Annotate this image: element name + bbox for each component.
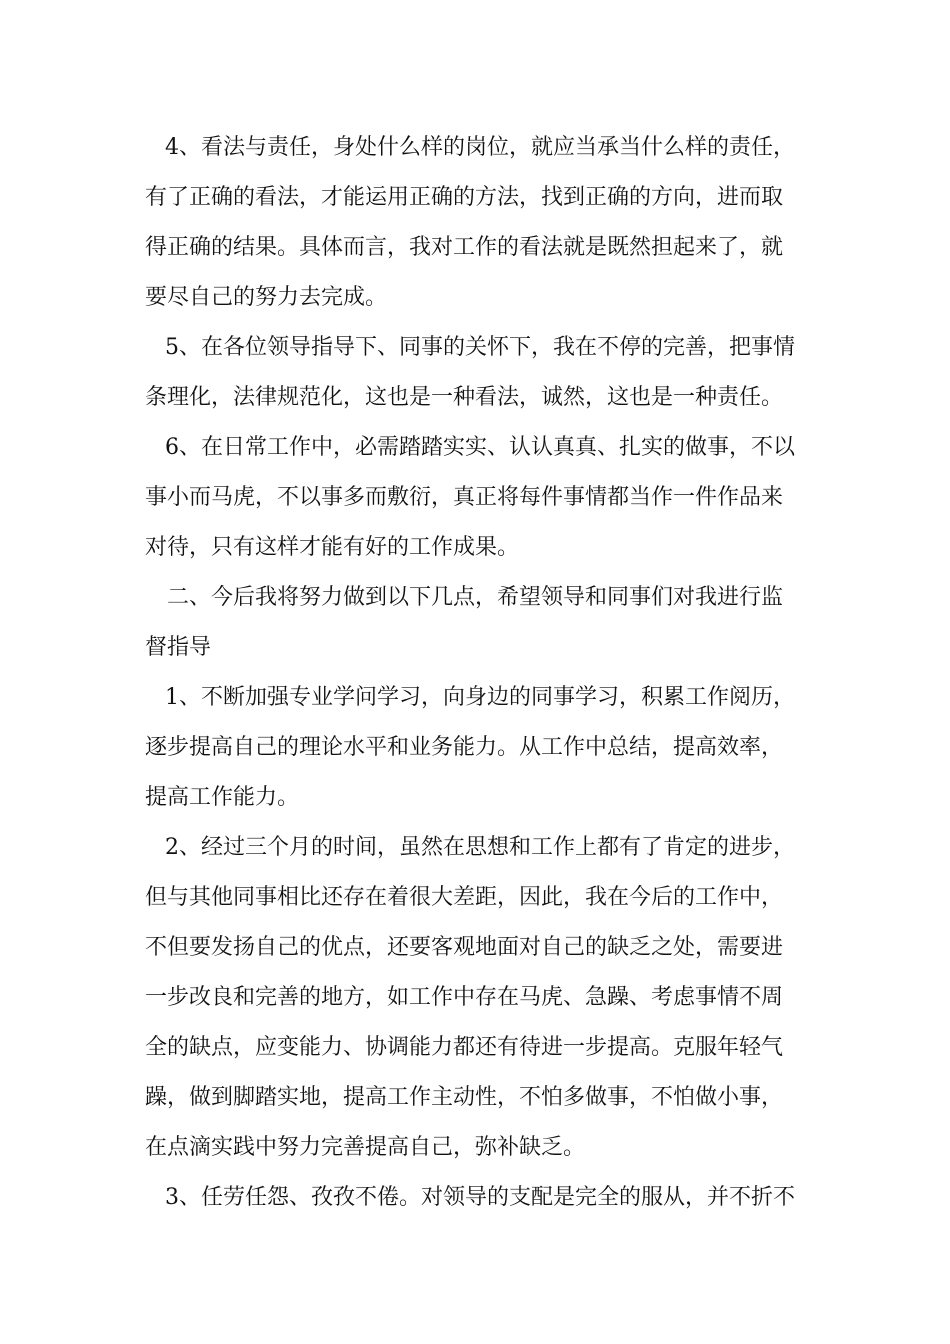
paragraph-6-line-2: 事小而马虎，不以事多而敷衍，真正将每件事情都当作一件作品来	[145, 485, 784, 510]
paragraph-4-line-2: 有了正确的看法，才能运用正确的方法，找到正确的方向，进而取	[145, 185, 784, 210]
item-1-line-3: 提高工作能力。	[145, 785, 300, 810]
item-3-line-1: 3、任劳任怨、孜孜不倦。对领导的支配是完全的服从，并不折不	[165, 1185, 795, 1210]
item-2-line-3: 不但要发扬自己的优点，还要客观地面对自己的缺乏之处，需要进	[145, 935, 784, 960]
item-1-line-1: 1、不断加强专业学问学习，向身边的同事学习，积累工作阅历，	[165, 685, 795, 710]
item-2-line-2: 但与其他同事相比还存在着很大差距，因此，我在今后的工作中，	[145, 885, 784, 910]
item-2-line-5: 全的缺点，应变能力、协调能力都还有待进一步提高。克服年轻气	[145, 1035, 784, 1060]
paragraph-6-line-1: 6、在日常工作中，必需踏踏实实、认认真真、扎实的做事，不以	[165, 435, 795, 460]
paragraph-4-line-1: 4、看法与责任，身处什么样的岗位，就应当承当什么样的责任，	[165, 135, 795, 160]
item-2-line-6: 躁，做到脚踏实地，提高工作主动性，不怕多做事，不怕做小事，	[145, 1085, 784, 1110]
paragraph-6-line-3: 对待，只有这样才能有好的工作成果。	[145, 535, 520, 560]
section-2-heading-line-1: 二、今后我将努力做到以下几点，希望领导和同事们对我进行监	[167, 585, 784, 610]
item-2-line-7: 在点滴实践中努力完善提高自己，弥补缺乏。	[145, 1135, 586, 1160]
section-2-heading-line-2: 督指导	[145, 635, 212, 660]
paragraph-5-line-2: 条理化，法律规范化，这也是一种看法，诚然，这也是一种责任。	[145, 385, 784, 410]
item-2-line-4: 一步改良和完善的地方，如工作中存在马虎、急躁、考虑事情不周	[145, 985, 784, 1010]
paragraph-5-line-1: 5、在各位领导指导下、同事的关怀下，我在不停的完善，把事情	[165, 335, 795, 360]
paragraph-4-line-4: 要尽自己的努力去完成。	[145, 285, 388, 310]
item-1-line-2: 逐步提高自己的理论水平和业务能力。从工作中总结，提高效率，	[145, 735, 784, 760]
item-2-line-1: 2、经过三个月的时间，虽然在思想和工作上都有了肯定的进步，	[165, 835, 795, 860]
paragraph-4-line-3: 得正确的结果。具体而言，我对工作的看法就是既然担起来了，就	[145, 235, 784, 260]
